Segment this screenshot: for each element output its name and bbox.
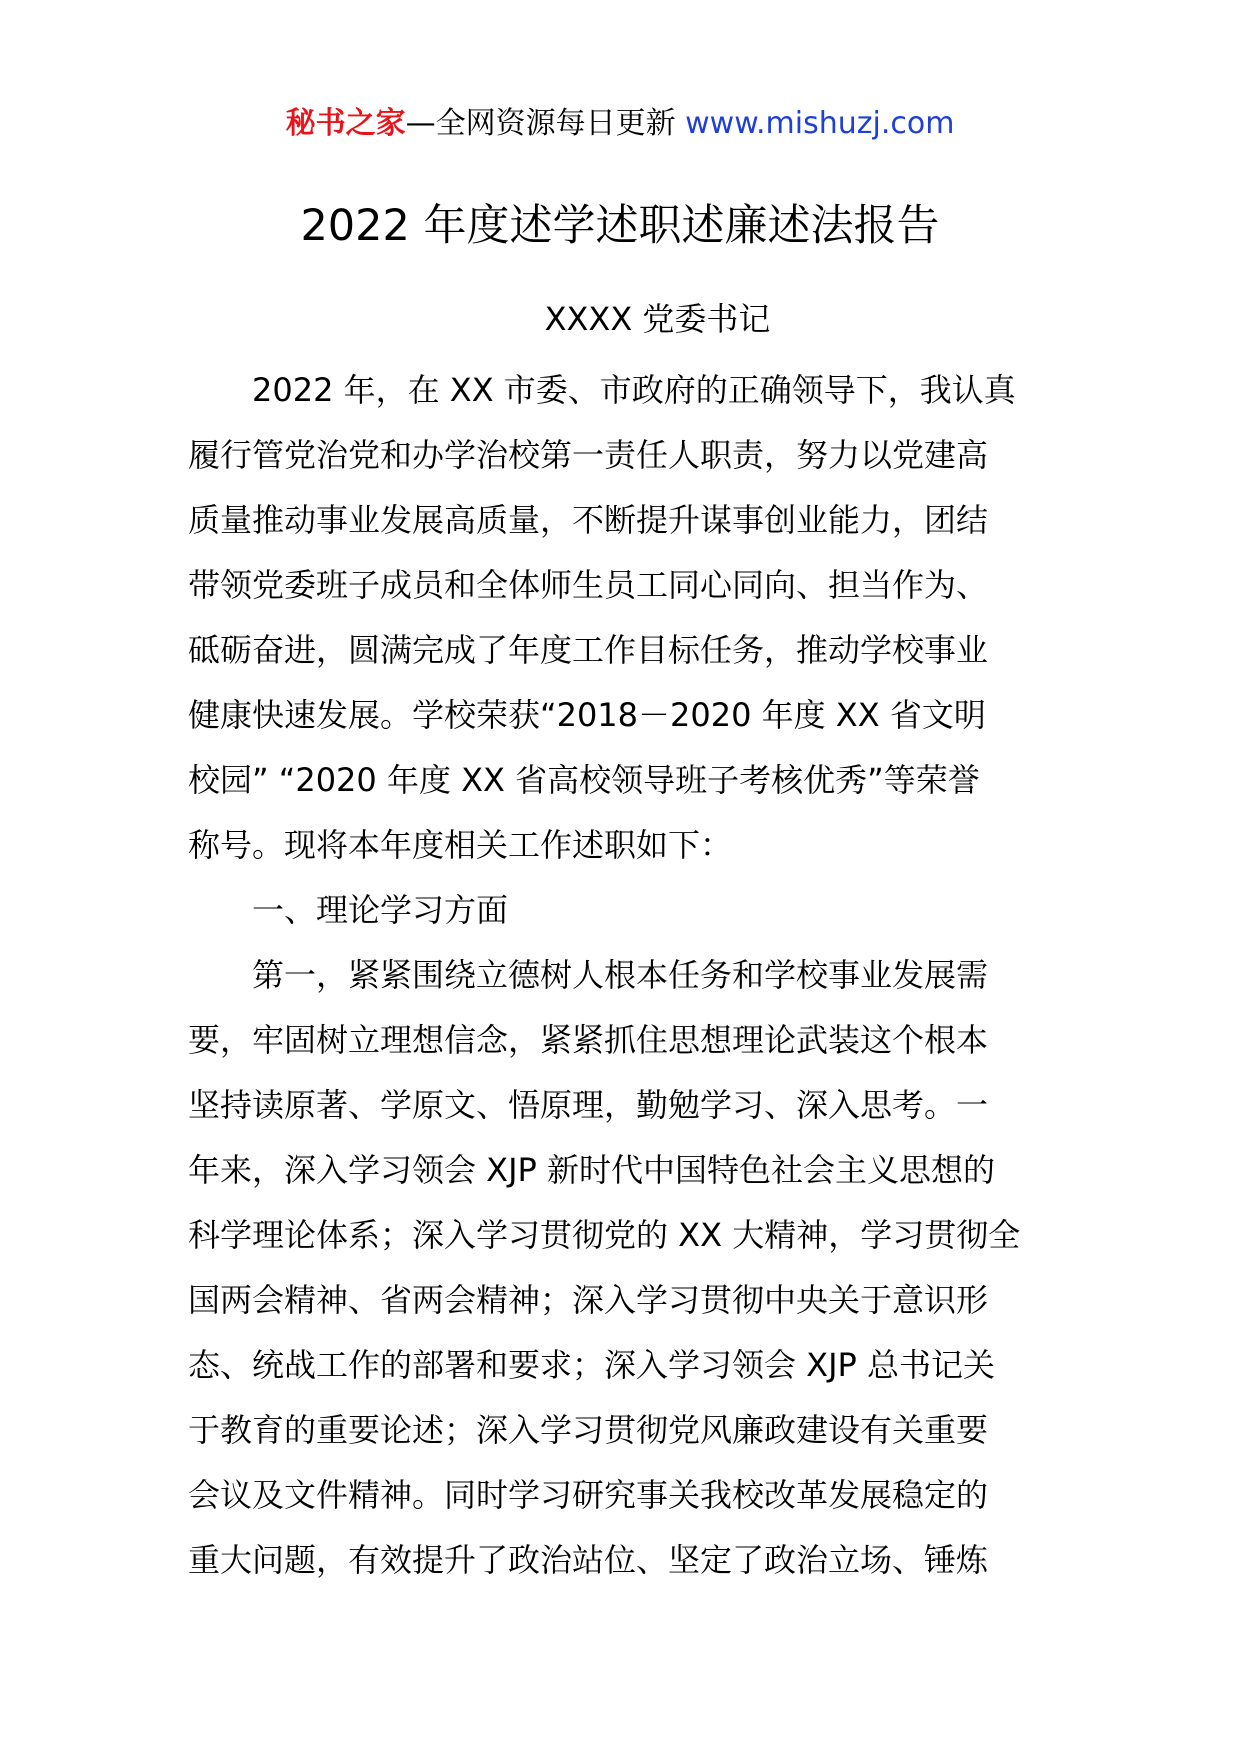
- text-line: 坚持读原著、学原文、悟原理，勤勉学习、深入思考。一: [188, 1086, 989, 1124]
- text-line: 科学理论体系；深入学习贯彻党的 XX 大精神，学习贯彻全: [188, 1216, 1021, 1254]
- paragraph-theory: [188, 943, 1058, 1593]
- text-line: 会议及文件精神。同时学习研究事关我校改革发展稳定的: [188, 1476, 989, 1514]
- text-line: 国两会精神、省两会精神；深入学习贯彻中央关于意识形: [188, 1281, 989, 1319]
- document-title: 2022 年度述学述职述廉述法报告: [300, 201, 940, 251]
- heading-line: 一、理论学习方面: [252, 891, 509, 929]
- text-line: 质量推动事业发展高质量，不断提升谋事创业能力，团结: [188, 501, 989, 539]
- text-line: 年来，深入学习领会 XJP 新时代中国特色社会主义思想的: [188, 1151, 996, 1189]
- text-line: 健康快速发展。学校荣获“2018－2020 年度 XX 省文明: [188, 696, 986, 734]
- text-line: 称号。现将本年度相关工作述职如下：: [188, 826, 733, 864]
- document-body: [188, 358, 1058, 1593]
- site-url: www.mishuzj.com: [685, 106, 955, 141]
- text-line: 态、统战工作的部署和要求；深入学习领会 XJP 总书记关: [188, 1346, 996, 1384]
- text-line: 砥砺奋进，圆满完成了年度工作目标任务，推动学校事业: [188, 631, 989, 669]
- document-author: XXXX 党委书记: [544, 300, 771, 338]
- text-line: 履行管党治党和办学治校第一责任人职责，努力以党建高: [188, 436, 989, 474]
- text-line: 带领党委班子成员和全体师生员工同心同向、担当作为、: [188, 566, 989, 604]
- paragraph-intro: [188, 358, 1058, 878]
- text-line: 于教育的重要论述；深入学习贯彻党风廉政建设有关重要: [188, 1411, 989, 1449]
- text-line: 重大问题，有效提升了政治站位、坚定了政治立场、锤炼: [188, 1541, 989, 1579]
- site-header: [0, 102, 1240, 146]
- text-line: 要，牢固树立理想信念，紧紧抓住思想理论武装这个根本: [188, 1021, 989, 1059]
- header-tagline: —全网资源每日更新: [405, 106, 686, 141]
- section-heading: [188, 878, 1058, 943]
- brand-name: 秘书之家: [285, 106, 406, 141]
- text-line: 2022 年，在 XX 市委、市政府的正确领导下，我认真: [252, 371, 1016, 409]
- text-line: 第一，紧紧围绕立德树人根本任务和学校事业发展需: [252, 956, 989, 994]
- text-line: 校园” “2020 年度 XX 省高校领导班子考核优秀”等荣誉: [188, 761, 980, 799]
